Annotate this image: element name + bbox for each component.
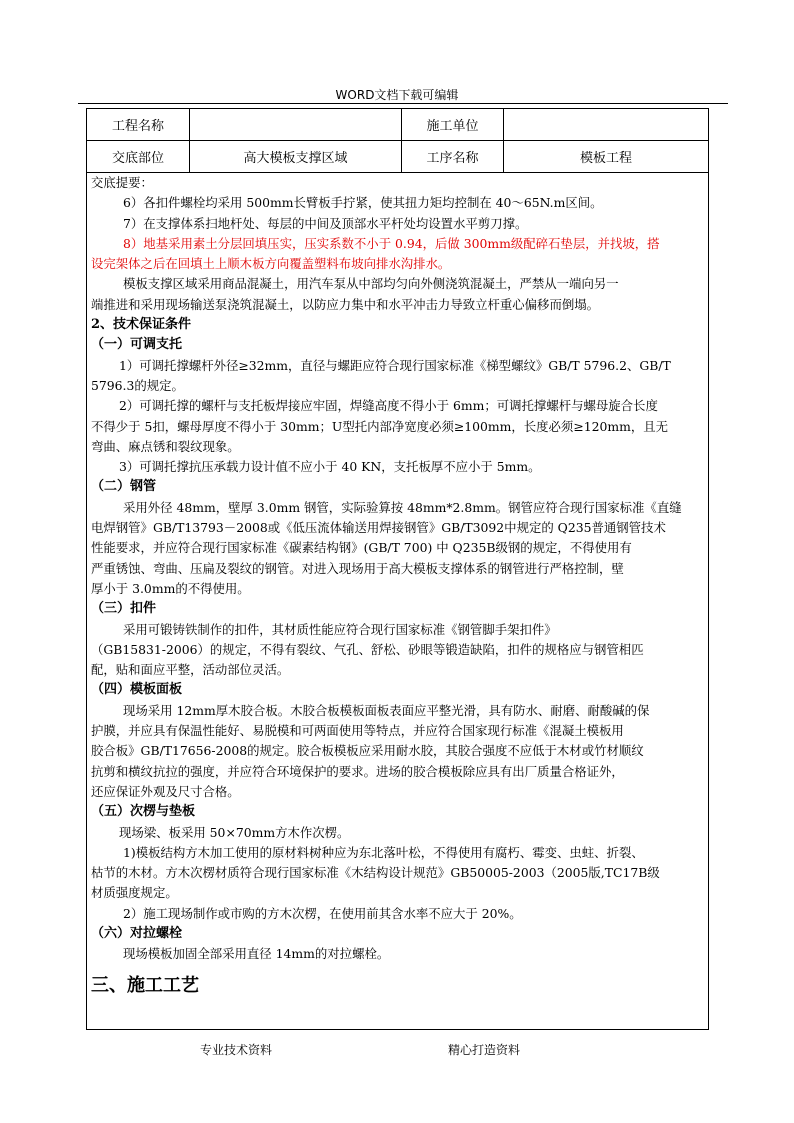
chapter-heading: 三、施工工艺 bbox=[91, 974, 199, 996]
page-header: WORD文档下载可编辑 bbox=[335, 88, 459, 102]
subsection-heading: （六）对拉螺栓 bbox=[91, 925, 183, 941]
contractor-label: 施工单位 bbox=[402, 109, 504, 141]
table-row bbox=[87, 141, 709, 173]
paragraph: （GB15831-2006）的规定，不得有裂纹、气孔、舒松、砂眼等锻造缺陷，扣件的规格应与钢管相匹 bbox=[91, 641, 644, 657]
paragraph: 1)模板结构方木加工使用的原材料树种应为东北落叶松，不得使用有腐朽、霉变、虫蛀、折裂、 bbox=[123, 844, 644, 860]
paragraph: 胶合板》GB/T17656-2008的规定。胶合板模板应采用耐水胶，其胶合强度不应低于木材或竹材顺纹 bbox=[91, 743, 644, 759]
subsection-heading: （二）钢管 bbox=[91, 479, 157, 495]
process-label: 工序名称 bbox=[402, 141, 504, 173]
footer-left: 专业技术资料 bbox=[200, 1043, 273, 1057]
paragraph: 不得少于 5扣，螺母厚度不得小于 30mm；U型托内部净宽度必须≥100mm，长度必须≥120mm，且无 bbox=[91, 418, 669, 434]
paragraph: 7）在支撑体系扫地杆处、每层的中间及顶部水平杆处均设置水平剪刀撑。 bbox=[123, 215, 528, 231]
paragraph: 材质强度规定。 bbox=[91, 885, 178, 901]
paragraph: 严重锈蚀、弯曲、压扁及裂纹的钢管。对进入现场用于高大模板支撑体系的钢管进行严格控制，壁 bbox=[91, 560, 624, 576]
paragraph: 模板支撑区域采用商品混凝土，用汽车泵从中部均匀向外侧浇筑混凝土，严禁从一端向另一 bbox=[123, 276, 619, 292]
paragraph: 2）施工现场制作或市购的方木次楞，在使用前其含水率不应大于 20%。 bbox=[123, 905, 522, 921]
paragraph: 厚小于 3.0mm的不得使用。 bbox=[91, 580, 250, 596]
paragraph: 采用可锻铸铁制作的扣件，其材质性能应符合现行国家标准《钢管脚手架扣件》 bbox=[123, 621, 557, 637]
paragraph: 3）可调托撑抗压承载力设计值不应小于 40 KN，支托板厚不应小于 5mm。 bbox=[119, 459, 541, 475]
process-value: 模板工程 bbox=[504, 141, 709, 173]
disclosure-table bbox=[86, 108, 709, 1030]
intro-label: 交底提要： bbox=[91, 175, 153, 190]
section-heading: 2、技术保证条件 bbox=[91, 317, 192, 333]
paragraph: 弯曲、麻点锈和裂纹现象。 bbox=[91, 438, 240, 454]
location-label: 交底部位 bbox=[87, 141, 190, 173]
paragraph: 现场梁、板采用 50×70mm方木作次楞。 bbox=[119, 824, 350, 840]
contractor-value bbox=[504, 109, 709, 141]
paragraph: 端推进和采用现场输送泵浇筑混凝土，以防应力集中和水平冲击力导致立杆重心偏移而倒塌。 bbox=[91, 296, 600, 312]
paragraph: 电焊钢管》GB/T13793－2008或《低压流体输送用焊接钢管》GB/T3092中规定的 Q235普通钢管技术 bbox=[91, 520, 666, 536]
subsection-heading: （三）扣件 bbox=[91, 601, 157, 617]
paragraph: 6）各扣件螺栓均采用 500mm长臂板手拧紧，使其扭力矩均控制在 40～65N.m区间。 bbox=[123, 195, 603, 211]
project-name-label: 工程名称 bbox=[87, 109, 190, 141]
subsection-heading: （五）次楞与垫板 bbox=[91, 804, 196, 820]
table-row bbox=[87, 109, 709, 141]
paragraph: 2）可调托撑的螺杆与支托板焊接应牢固，焊缝高度不得小于 6mm；可调托撑螺杆与螺母旋合长度 bbox=[119, 398, 658, 414]
paragraph: 护膜，并应具有保温性能好、易脱模和可两面使用等特点，并应符合国家现行标准《混凝土模板用 bbox=[91, 723, 624, 739]
paragraph-highlight: 设完架体之后在回填土上顺木板方向覆盖塑料布坡向排水沟排水。 bbox=[91, 256, 451, 272]
subsection-heading: （四）模板面板 bbox=[91, 682, 183, 698]
project-name-value bbox=[190, 109, 402, 141]
location-value: 高大模板支撑区域 bbox=[190, 141, 402, 173]
paragraph: 枯节的木材。方木次楞材质符合现行国家标准《木结构设计规范》GB50005-2003（2005版,TC17B级 bbox=[91, 865, 660, 881]
paragraph: 配，贴和面应平整，活动部位灵活。 bbox=[91, 662, 290, 678]
paragraph: 现场模板加固全部采用直径 14mm的对拉螺栓。 bbox=[123, 946, 390, 962]
paragraph: 采用外径 48mm，壁厚 3.0mm 钢管，实际验算按 48mm*2.8mm。钢管应符合现行国家标准《直缝 bbox=[123, 499, 682, 515]
paragraph: 抗剪和横纹抗拉的强度，并应符合环境保护的要求。进场的胶合模板除应具有出厂质量合格证外， bbox=[91, 763, 624, 779]
subsection-heading: （一）可调支托 bbox=[91, 337, 183, 353]
paragraph-highlight: 8）地基采用素土分层回填压实，压实系数不小于 0.94，后做 300mm级配碎石垫层，并找坡，搭 bbox=[123, 235, 660, 251]
paragraph: 5796.3的规定。 bbox=[91, 377, 184, 393]
header-divider bbox=[78, 103, 728, 104]
paragraph: 还应保证外观及尺寸合格。 bbox=[91, 783, 240, 799]
footer-right: 精心打造资料 bbox=[448, 1043, 521, 1057]
paragraph: 性能要求，并应符合现行国家标准《碳素结构钢》(GB/T 700) 中 Q235B级钢的规定，不得使用有 bbox=[91, 540, 632, 556]
paragraph: 1）可调托撑螺杆外径≥32mm，直径与螺距应符合现行国家标准《梯型螺纹》GB/T 5796.2、GB/T bbox=[119, 357, 671, 373]
disclosure-content bbox=[87, 173, 709, 1030]
paragraph: 现场采用 12mm厚木胶合板。木胶合板模板面板表面应平整光滑，具有防水、耐磨、耐酸碱的保 bbox=[123, 702, 650, 718]
